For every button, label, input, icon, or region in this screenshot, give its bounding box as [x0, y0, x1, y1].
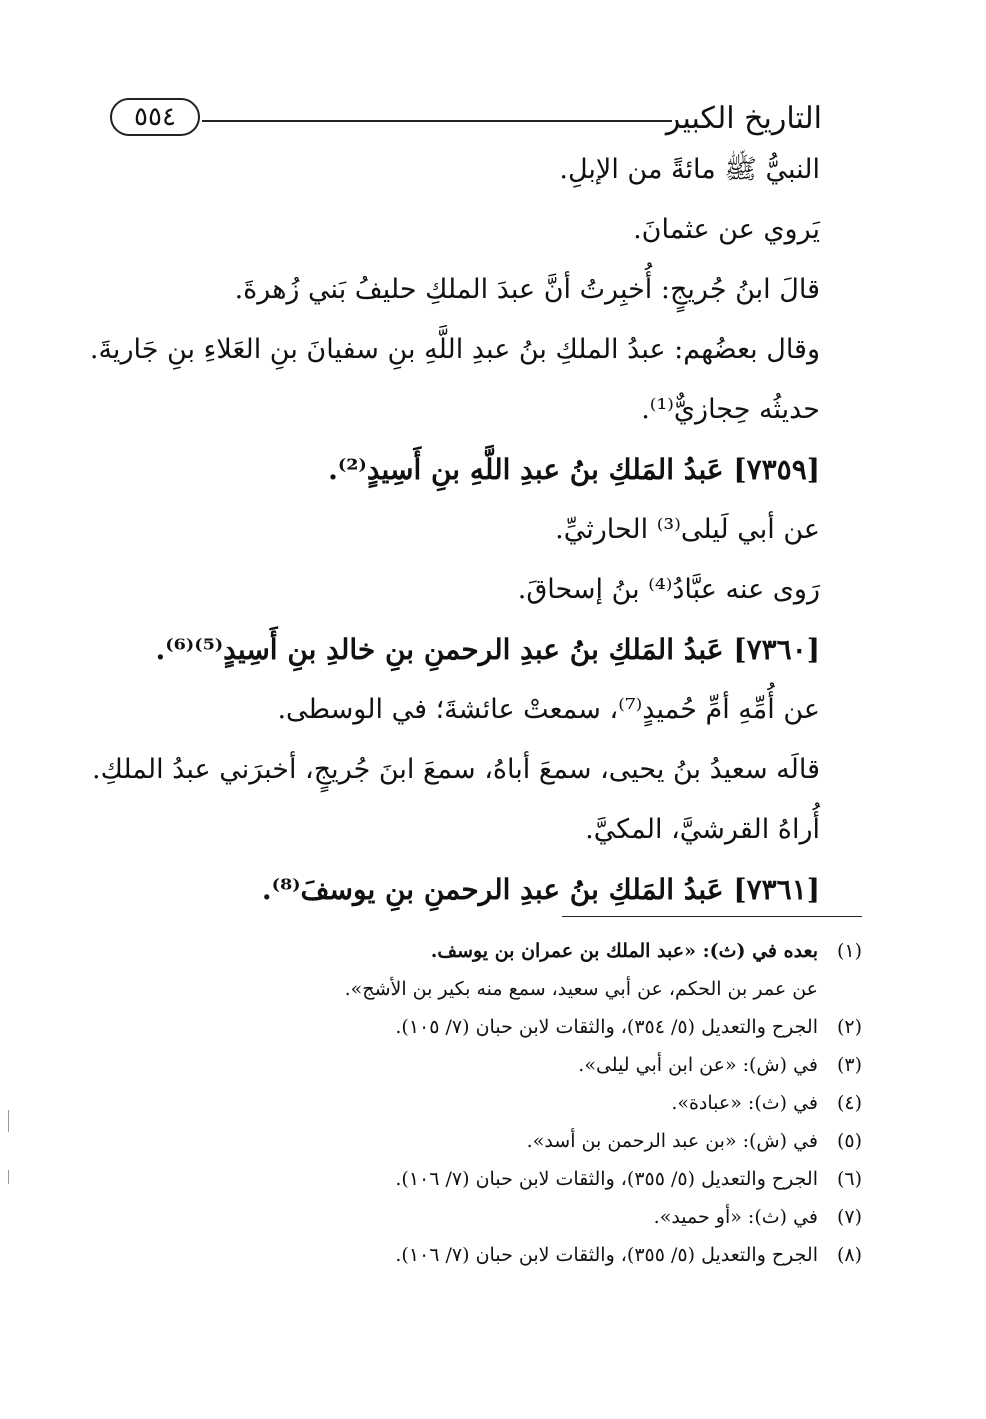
entry-heading-7359: [٧٣٥٩] عَبدُ المَلكِ بنُ عبدِ اللَّهِ بنِ أَسِيدٍ⁽²⁾.	[328, 453, 820, 486]
footnote-number: (٣)	[836, 1054, 862, 1076]
text-line: عن أُمِّهِ أمِّ حُميدٍ⁽⁷⁾، سمعتْ عائشةَ؛ في الوسطى.	[277, 694, 820, 725]
text-line: قالَه سعيدُ بنُ يحيى، سمعَ أباهُ، سمعَ ابنَ جُريجٍ، أخبرَني عبدُ الملكِ.	[91, 754, 820, 785]
book-title: التاريخ الكبير	[665, 101, 822, 136]
footnote-text: الجرح والتعديل (٥/ ٣٥٤)، والثقات لابن حبان (٧/ ١٠٥).	[395, 1016, 818, 1038]
text-line: رَوى عنه عبَّادُ⁽⁴⁾ بنُ إسحاقَ.	[517, 574, 820, 605]
text-line: وقال بعضُهم: عبدُ الملكِ بنُ عبدِ اللَّهِ بنِ سفيانَ بنِ العَلاءِ بنِ جَاريةَ.	[89, 334, 820, 365]
footnote-separator	[562, 916, 862, 917]
footnote-number: (٤)	[836, 1092, 862, 1114]
footnotes	[142, 936, 862, 1278]
header-rule	[202, 120, 672, 122]
text-line: يَروي عن عثمانَ.	[633, 214, 820, 245]
text-line: النبيُّ ﷺ مائةً من الإبلِ.	[559, 154, 820, 185]
text-line: عن أبي لَيلى⁽³⁾ الحارثيِّ.	[555, 514, 820, 545]
text-line: حديثُه حِجازيٌّ⁽¹⁾.	[641, 394, 820, 425]
footnote	[142, 1088, 862, 1126]
footnote	[142, 1202, 862, 1240]
page-header	[110, 96, 822, 142]
main-text	[89, 150, 820, 930]
footnote-text: في (ش): «بن عبد الرحمن بن أسد».	[526, 1130, 818, 1152]
footnote-text: الجرح والتعديل (٥/ ٣٥٥)، والثقات لابن حبان (٧/ ١٠٦).	[395, 1244, 818, 1266]
footnote-number: (٨)	[836, 1244, 862, 1266]
footnote	[142, 936, 862, 974]
footnote-text: في (ث): «أو حميد».	[653, 1206, 818, 1228]
text-line: أُراهُ القرشيَّ، المكيَّ.	[585, 814, 820, 845]
scan-margin-mark	[8, 1110, 9, 1132]
page-number: ٥٥٤	[110, 98, 200, 136]
footnote-number: (١)	[836, 940, 862, 962]
footnote-number: (٢)	[836, 1016, 862, 1038]
footnote-text: في (ش): «عن ابن أبي ليلى».	[578, 1054, 818, 1076]
footnote-number: (٧)	[836, 1206, 862, 1228]
footnote	[142, 1240, 862, 1278]
footnote	[142, 1126, 862, 1164]
footnote-text: الجرح والتعديل (٥/ ٣٥٥)، والثقات لابن حبان (٧/ ١٠٦).	[395, 1168, 818, 1190]
footnote-number: (٥)	[836, 1130, 862, 1152]
footnote	[142, 1050, 862, 1088]
footnote-text: في (ث): «عبادة».	[671, 1092, 818, 1114]
footnote	[142, 1012, 862, 1050]
footnote-number: (٦)	[836, 1168, 862, 1190]
footnote	[142, 1164, 862, 1202]
footnote-text: بعده في (ث): «عبد الملك بن عمران بن يوسف.	[430, 940, 818, 962]
footnote-continuation	[142, 974, 862, 1012]
entry-heading-7360: [٧٣٦٠] عَبدُ المَلكِ بنُ عبدِ الرحمنِ بنِ خالدِ بنِ أَسِيدٍ⁽⁵⁾⁽⁶⁾.	[155, 633, 820, 666]
scan-margin-mark	[8, 1170, 9, 1184]
entry-heading-7361: [٧٣٦١] عَبدُ المَلكِ بنُ عبدِ الرحمنِ بنِ يوسفَ⁽⁸⁾.	[261, 873, 820, 906]
footnote-text: عن عمر بن الحكم، عن أبي سعيد، سمع منه بكير بن الأشج».	[344, 978, 818, 1000]
text-line: قالَ ابنُ جُريجٍ: أُخبِرتُ أنَّ عبدَ الملكِ حليفُ بَني زُهرةَ.	[234, 274, 820, 305]
